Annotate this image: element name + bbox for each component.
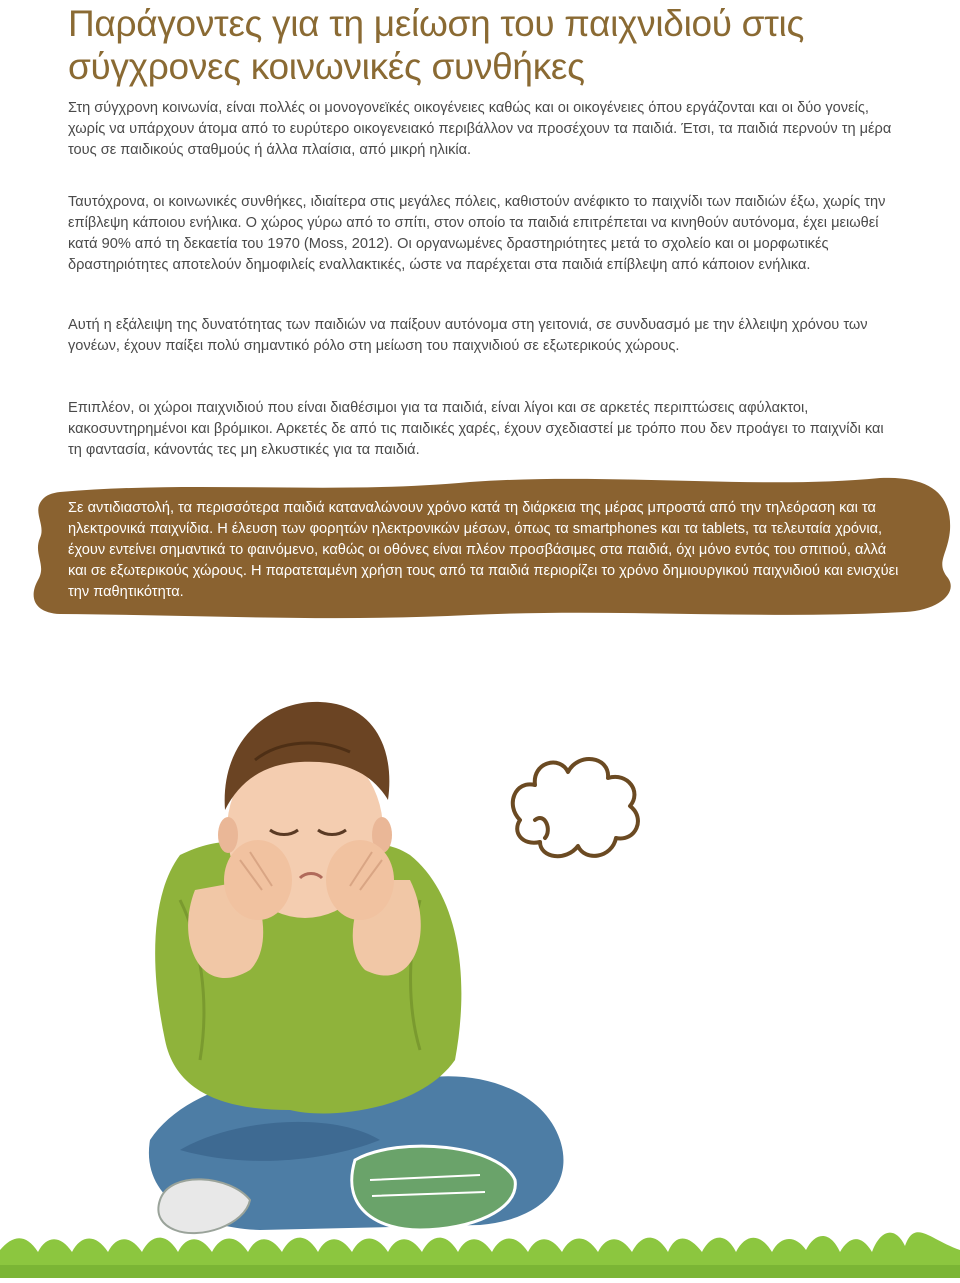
- sad-child-illustration: [149, 702, 564, 1233]
- grass-illustration: [0, 1232, 960, 1278]
- body-paragraph-1: Στη σύγχρονη κοινωνία, είναι πολλές οι μονογονεϊκές οικογένειες καθώς και οι οικογένειες όπου εργάζονται και οι δύο γονείς, χωρίς να υπάρχουν άτομα από το ευρύτερο οικογενειακό περιβάλλον να προσέχουν τα παιδιά. Έτσι, τα παιδιά περνούν τη μέρα τους σε παιδικούς σταθμούς ή άλλα πλαίσια, από μικρή ηλικία.: [68, 100, 892, 158]
- page-title: Παράγοντες για τη μείωση του παιχνιδιού στις σύγχρονες κοινωνικές συνθήκες: [68, 3, 804, 87]
- body-paragraph-4: Επιπλέον, οι χώροι παιχνιδιού που είναι διαθέσιμοι για τα παιδιά, είναι λίγοι και σε αρκετές περιπτώσεις αφύλακτοι, κακοσυντηρημένοι και βρόμικοι. Αρκετές δε από τις παιδικές χαρές, έχουν σχεδιαστεί με τρόπο που δεν προάγει το παιχνίδι και τη φαντασία, κάνοντάς τες μη ελκυστικές για τα παιδιά.: [68, 400, 884, 458]
- thought-cloud-icon: [513, 759, 638, 856]
- body-paragraph-3: Αυτή η εξάλειψη της δυνατότητας των παιδιών να παίξουν αυτόνομα στη γειτονιά, σε συνδυασμό με την έλλειψη χρόνου των γονέων, έχουν παίξει πολύ σημαντικό ρόλο στη μείωση του παιχνιδιού σε εξωτερικούς χώρους.: [68, 317, 868, 354]
- body-paragraph-2: Ταυτόχρονα, οι κοινωνικές συνθήκες, ιδιαίτερα στις μεγάλες πόλεις, καθιστούν ανέφικτο το παιχνίδι των παιδιών έξω, χωρίς την επίβλεψη κάποιου ενήλικα. Ο χώρος γύρω από το σπίτι, στον οποίο τα παιδιά επιτρέπεται να κινηθούν αυτόνομα, έχει μειωθεί κατά 90% από τη δεκαετία του 1970 (Moss, 2012). Οι οργανωμένες δραστηριότητες μετά το σχολείο και οι μορφωτικές δραστηριότητες αποτελούν δημοφιλείς εναλλακτικές, ώστε να παρέχεται στα παιδιά επίβλεψη από κάποιον ενήλικα.: [68, 194, 886, 273]
- callout-box: [0, 470, 960, 630]
- child-illustration: [0, 640, 960, 1278]
- callout-text: Σε αντιδιαστολή, τα περισσότερα παιδιά καταναλώνουν χρόνο κατά τη διάρκεια της μέρας μπροστά από την τηλεόραση και τα ηλεκτρονικά παιχνίδια. Η έλευση των φορητών ηλεκτρονικών μέσων, όπως τα smartphones και τα tablets, τα τελευταία χρόνια, έχουν εντείνει σημαντικά το φαινόμενο, καθώς οι οθόνες είναι πλέον προσβάσιμες στα παιδιά, όχι μόνο εντός του σπιτιού, αλλά και σε εξωτερικούς χώρους. Η παρατεταμένη χρήση τους από τα παιδιά περιορίζει το χρόνο δημιουργικού παιχνιδιού και ενισχύει την παθητικότητα.: [68, 500, 899, 600]
